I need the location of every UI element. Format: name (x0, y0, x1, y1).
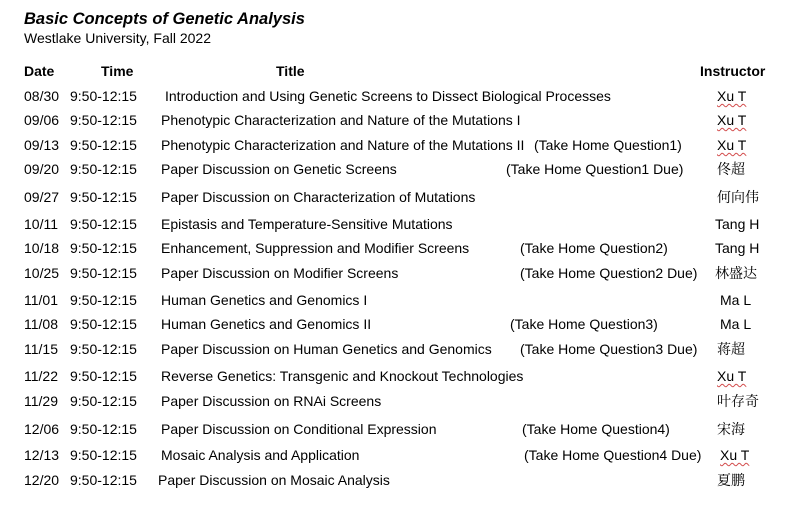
row-date: 09/20 (24, 161, 60, 177)
row-note: (Take Home Question4) (522, 421, 670, 437)
row-time: 9:50-12:15 (70, 240, 137, 256)
row-instructor: Ma L (720, 292, 752, 308)
row-title: Phenotypic Characterization and Nature of the Mutations II (161, 137, 525, 153)
row-date: 08/30 (24, 88, 60, 104)
course-title: Basic Concepts of Genetic Analysis (24, 10, 305, 28)
row-title: Paper Discussion on Mosaic Analysis (158, 472, 390, 488)
row-instructor: 宋海 (717, 421, 745, 437)
row-time: 9:50-12:15 (70, 265, 137, 281)
course-subtitle: Westlake University, Fall 2022 (24, 30, 211, 46)
row-instructor: Tang H (715, 216, 760, 232)
row-instructor: 蒋超 (717, 341, 745, 357)
row-date: 12/13 (24, 447, 60, 463)
row-time: 9:50-12:15 (70, 189, 137, 205)
row-date: 09/06 (24, 112, 60, 128)
row-date: 10/18 (24, 240, 60, 256)
header-time: Time (101, 63, 134, 79)
row-time: 9:50-12:15 (70, 88, 137, 104)
row-title: Paper Discussion on Genetic Screens (161, 161, 397, 177)
row-time: 9:50-12:15 (70, 341, 137, 357)
row-time: 9:50-12:15 (70, 447, 137, 463)
header-title: Title (276, 63, 305, 79)
row-date: 11/29 (24, 393, 58, 409)
row-date: 09/27 (24, 189, 60, 205)
row-title: Mosaic Analysis and Application (161, 447, 360, 463)
row-instructor: Tang H (715, 240, 760, 256)
row-note: (Take Home Question2) (520, 240, 668, 256)
row-note: (Take Home Question1) (534, 137, 682, 153)
row-instructor: Xu T (720, 447, 750, 463)
row-date: 11/08 (24, 316, 58, 332)
row-time: 9:50-12:15 (70, 421, 137, 437)
row-title: Human Genetics and Genomics I (161, 292, 368, 308)
row-instructor: 林盛达 (715, 265, 757, 281)
row-date: 10/11 (24, 216, 58, 232)
row-note: (Take Home Question4 Due) (524, 447, 702, 463)
row-time: 9:50-12:15 (70, 137, 137, 153)
header-date: Date (24, 63, 55, 79)
row-instructor: Ma L (720, 316, 752, 332)
row-time: 9:50-12:15 (70, 161, 137, 177)
row-instructor: Xu T (717, 137, 747, 153)
row-instructor: Xu T (717, 88, 747, 104)
row-note: (Take Home Question3) (510, 316, 658, 332)
row-date: 11/15 (24, 341, 58, 357)
row-title: Human Genetics and Genomics II (161, 316, 372, 332)
row-time: 9:50-12:15 (70, 112, 137, 128)
row-date: 11/01 (24, 292, 58, 308)
row-time: 9:50-12:15 (70, 368, 137, 384)
row-title: Paper Discussion on RNAi Screens (161, 393, 382, 409)
row-title: Paper Discussion on Conditional Expression (161, 421, 437, 437)
row-time: 9:50-12:15 (70, 393, 137, 409)
row-title: Phenotypic Characterization and Nature of the Mutations I (161, 112, 521, 128)
row-title: Enhancement, Suppression and Modifier Screens (161, 240, 470, 256)
row-date: 12/06 (24, 421, 60, 437)
row-note: (Take Home Question1 Due) (506, 161, 684, 177)
row-time: 9:50-12:15 (70, 316, 137, 332)
row-instructor: Xu T (717, 112, 747, 128)
row-note: (Take Home Question2 Due) (520, 265, 698, 281)
row-title: Paper Discussion on Human Genetics and Genomics (161, 341, 492, 357)
row-title: Epistasis and Temperature-Sensitive Mutations (161, 216, 453, 232)
row-instructor: 佟超 (717, 161, 745, 177)
row-time: 9:50-12:15 (70, 292, 137, 308)
row-date: 11/22 (24, 368, 58, 384)
row-instructor: 何向伟 (717, 189, 759, 205)
row-time: 9:50-12:15 (70, 472, 137, 488)
row-date: 12/20 (24, 472, 60, 488)
row-instructor: Xu T (717, 368, 747, 384)
header-instructor: Instructor (700, 63, 766, 79)
row-instructor: 叶存奇 (717, 393, 759, 409)
row-title: Paper Discussion on Modifier Screens (161, 265, 399, 281)
row-date: 10/25 (24, 265, 60, 281)
row-instructor: 夏鹏 (717, 472, 745, 488)
row-title: Introduction and Using Genetic Screens to Dissect Biological Processes (165, 88, 611, 104)
row-time: 9:50-12:15 (70, 216, 137, 232)
row-note: (Take Home Question3 Due) (520, 341, 698, 357)
row-title: Paper Discussion on Characterization of Mutations (161, 189, 476, 205)
row-title: Reverse Genetics: Transgenic and Knockout Technologies (161, 368, 524, 384)
row-date: 09/13 (24, 137, 60, 153)
